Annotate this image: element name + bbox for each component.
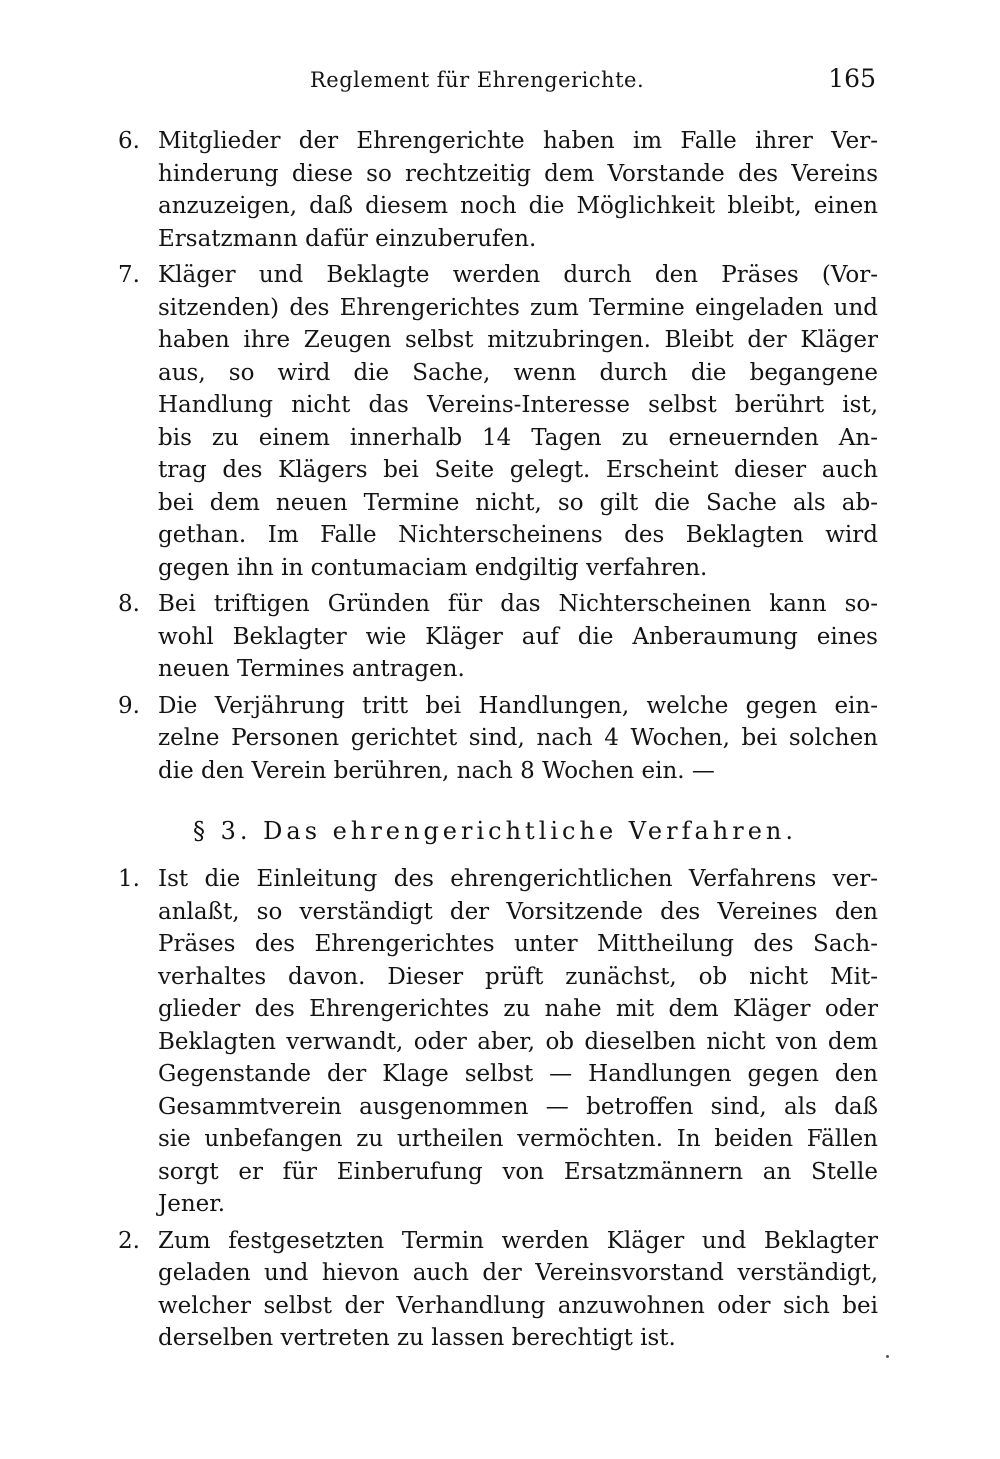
text-line: Zum festgesetzten Termin werden Kläger und Beklagter [158,1227,878,1254]
numbered-paragraph [118,259,878,584]
text-line: verhaltes davon. Dieser prüft zunächst, ob nicht Mit- [158,963,878,990]
text-line: Jener. [158,1191,226,1217]
text-line: die den Verein berühren, nach 8 Wochen ein. — [158,757,715,784]
text-line: bis zu einem innerhalb 14 Tagen zu erneuernden An- [158,424,878,451]
text-line: gethan. Im Falle Nichterscheinens des Beklagten wird [158,522,878,548]
text-line: aus, so wird die Sache, wenn durch die begangene [158,359,878,386]
paragraph-number: 2. [118,1227,140,1254]
text-line: gegen ihn in contumaciam endgiltig verfahren. [158,554,708,581]
text-line: sitzenden) des Ehrengerichtes zum Termine eingeladen und [158,294,878,321]
text-line: Ist die Einleitung des ehrengerichtlichen Verfahrens ver- [158,866,878,892]
text-line: zelne Personen gerichtet sind, nach 4 Wochen, bei solchen [158,725,878,751]
text-line: Gegenstande der Klage selbst — Handlungen gegen den [158,1061,878,1087]
paragraph-number: 7. [118,262,140,288]
text-line: hinderung diese so rechtzeitig dem Vorstande des Vereins [158,160,878,187]
text-line: geladen und hievon auch der Vereinsvorstand verständigt, [158,1260,878,1286]
text-line: haben ihre Zeugen selbst mitzubringen. Bleibt der Kläger [158,327,878,353]
paragraph-number: 8. [118,591,140,617]
text-line: sie unbefangen zu urtheilen vermöchten. In beiden Fällen [158,1126,878,1152]
text-line: Beklagten verwandt, oder aber, ob dieselben nicht von dem [158,1028,878,1055]
text-line: bei dem neuen Termine nicht, so gilt die Sache als ab- [158,489,878,516]
text-line: anzuzeigen, daß diesem noch die Möglichkeit bleibt, einen [158,193,878,219]
numbered-paragraph [118,863,878,1221]
numbered-paragraph [118,1225,878,1355]
body-text [118,125,878,1359]
text-line: Kläger und Beklagte werden durch den Präses (Vor- [158,262,878,288]
numbered-paragraph [118,588,878,686]
numbered-paragraph [118,125,878,255]
page-header [120,64,880,104]
text-line: anlaßt, so verständigt der Vorsitzende des Vereines den [158,898,878,925]
page-number: 165 [828,64,876,93]
section-heading: § 3. Das ehrengerichtliche Verfahren. [193,817,797,845]
text-line: sorgt er für Einberufung von Ersatzmännern an Stelle [158,1158,878,1185]
text-line: trag des Klägers bei Seite gelegt. Erscheint dieser auch [158,457,878,483]
paper-speck [886,1355,889,1358]
paragraph-number: 6. [118,128,140,154]
running-title: Reglement für Ehrengerichte. [310,68,645,92]
text-line: wohl Beklagter wie Kläger auf die Anberaumung eines [158,623,878,650]
text-line: Ersatzmann dafür einzuberufen. [158,225,537,252]
text-line: glieder des Ehrengerichtes zu nahe mit dem Kläger oder [158,996,878,1022]
text-line: derselben vertreten zu lassen berechtigt ist. [158,1325,676,1351]
text-line: Mitglieder der Ehrengerichte haben im Falle ihrer Ver- [158,128,878,154]
paragraph-number: 1. [118,866,140,892]
numbered-paragraph [118,690,878,788]
paragraph-number: 9. [118,692,140,719]
text-line: welcher selbst der Verhandlung anzuwohnen oder sich bei [158,1292,878,1319]
text-line: neuen Termines antragen. [158,656,465,682]
text-line: Präses des Ehrengerichtes unter Mittheilung des Sach- [158,931,878,957]
text-line: Gesammtverein ausgenommen — betroffen sind, als daß [158,1093,878,1120]
text-line: Handlung nicht das Vereins-Interesse selbst berührt ist, [158,392,878,418]
text-line: Bei triftigen Gründen für das Nichterscheinen kann so- [158,591,878,617]
text-line: Die Verjährung tritt bei Handlungen, welche gegen ein- [158,692,878,719]
